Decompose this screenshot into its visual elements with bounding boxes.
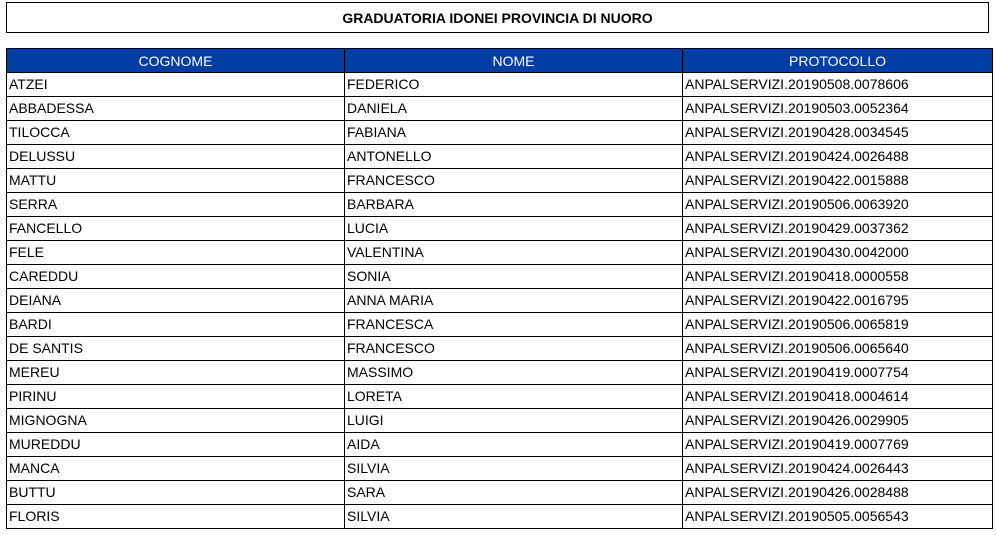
cell-nome: FRANCESCA xyxy=(345,313,683,337)
cell-protocollo: ANPALSERVIZI.20190419.0007754 xyxy=(683,361,993,385)
table-row xyxy=(7,409,993,433)
cell-nome: VALENTINA xyxy=(345,241,683,265)
cell-protocollo: ANPALSERVIZI.20190506.0065819 xyxy=(683,313,993,337)
table-row xyxy=(7,433,993,457)
cell-protocollo: ANPALSERVIZI.20190426.0028488 xyxy=(683,481,993,505)
cell-cognome: FANCELLO xyxy=(7,217,345,241)
cell-protocollo: ANPALSERVIZI.20190505.0056543 xyxy=(683,505,993,529)
cell-cognome: ABBADESSA xyxy=(7,97,345,121)
cell-cognome: FELE xyxy=(7,241,345,265)
table-row xyxy=(7,97,993,121)
cell-nome: SILVIA xyxy=(345,457,683,481)
cell-nome: FABIANA xyxy=(345,121,683,145)
cell-cognome: MIGNOGNA xyxy=(7,409,345,433)
table-row xyxy=(7,193,993,217)
cell-protocollo: ANPALSERVIZI.20190503.0052364 xyxy=(683,97,993,121)
cell-protocollo: ANPALSERVIZI.20190419.0007769 xyxy=(683,433,993,457)
ranking-table xyxy=(6,48,993,529)
cell-nome: ANNA MARIA xyxy=(345,289,683,313)
cell-nome: BARBARA xyxy=(345,193,683,217)
cell-cognome: MANCA xyxy=(7,457,345,481)
table-header-row xyxy=(7,49,993,73)
cell-nome: SILVIA xyxy=(345,505,683,529)
cell-protocollo: ANPALSERVIZI.20190424.0026488 xyxy=(683,145,993,169)
cell-protocollo: ANPALSERVIZI.20190508.0078606 xyxy=(683,73,993,97)
cell-protocollo: ANPALSERVIZI.20190424.0026443 xyxy=(683,457,993,481)
cell-nome: FEDERICO xyxy=(345,73,683,97)
table-row xyxy=(7,121,993,145)
table-row xyxy=(7,361,993,385)
table-row xyxy=(7,385,993,409)
cell-protocollo: ANPALSERVIZI.20190506.0063920 xyxy=(683,193,993,217)
table-row xyxy=(7,481,993,505)
cell-nome: LUIGI xyxy=(345,409,683,433)
cell-cognome: ATZEI xyxy=(7,73,345,97)
cell-cognome: FLORIS xyxy=(7,505,345,529)
cell-nome: FRANCESCO xyxy=(345,337,683,361)
cell-protocollo: ANPALSERVIZI.20190430.0042000 xyxy=(683,241,993,265)
column-header-protocollo: PROTOCOLLO xyxy=(683,49,993,73)
cell-nome: MASSIMO xyxy=(345,361,683,385)
cell-protocollo: ANPALSERVIZI.20190418.0000558 xyxy=(683,265,993,289)
cell-cognome: CAREDDU xyxy=(7,265,345,289)
cell-nome: LUCIA xyxy=(345,217,683,241)
table-row xyxy=(7,169,993,193)
cell-cognome: BUTTU xyxy=(7,481,345,505)
cell-cognome: MEREU xyxy=(7,361,345,385)
cell-nome: ANTONELLO xyxy=(345,145,683,169)
cell-cognome: TILOCCA xyxy=(7,121,345,145)
column-header-cognome: COGNOME xyxy=(7,49,345,73)
table-row xyxy=(7,265,993,289)
cell-nome: LORETA xyxy=(345,385,683,409)
cell-cognome: DEIANA xyxy=(7,289,345,313)
cell-cognome: SERRA xyxy=(7,193,345,217)
table-row xyxy=(7,73,993,97)
cell-nome: AIDA xyxy=(345,433,683,457)
cell-protocollo: ANPALSERVIZI.20190429.0037362 xyxy=(683,217,993,241)
cell-cognome: PIRINU xyxy=(7,385,345,409)
cell-nome: SONIA xyxy=(345,265,683,289)
table-row xyxy=(7,313,993,337)
cell-protocollo: ANPALSERVIZI.20190422.0015888 xyxy=(683,169,993,193)
column-header-nome: NOME xyxy=(345,49,683,73)
cell-protocollo: ANPALSERVIZI.20190418.0004614 xyxy=(683,385,993,409)
cell-protocollo: ANPALSERVIZI.20190428.0034545 xyxy=(683,121,993,145)
cell-cognome: MUREDDU xyxy=(7,433,345,457)
cell-cognome: DELUSSU xyxy=(7,145,345,169)
cell-nome: SARA xyxy=(345,481,683,505)
cell-nome: FRANCESCO xyxy=(345,169,683,193)
cell-cognome: DE SANTIS xyxy=(7,337,345,361)
table-row xyxy=(7,217,993,241)
table-row xyxy=(7,241,993,265)
cell-protocollo: ANPALSERVIZI.20190426.0029905 xyxy=(683,409,993,433)
cell-nome: DANIELA xyxy=(345,97,683,121)
cell-protocollo: ANPALSERVIZI.20190506.0065640 xyxy=(683,337,993,361)
table-row xyxy=(7,337,993,361)
table-row xyxy=(7,457,993,481)
cell-cognome: BARDI xyxy=(7,313,345,337)
cell-cognome: MATTU xyxy=(7,169,345,193)
table-row xyxy=(7,145,993,169)
cell-protocollo: ANPALSERVIZI.20190422.0016795 xyxy=(683,289,993,313)
table-row xyxy=(7,289,993,313)
table-row xyxy=(7,505,993,529)
page-title: GRADUATORIA IDONEI PROVINCIA DI NUORO xyxy=(6,2,989,33)
